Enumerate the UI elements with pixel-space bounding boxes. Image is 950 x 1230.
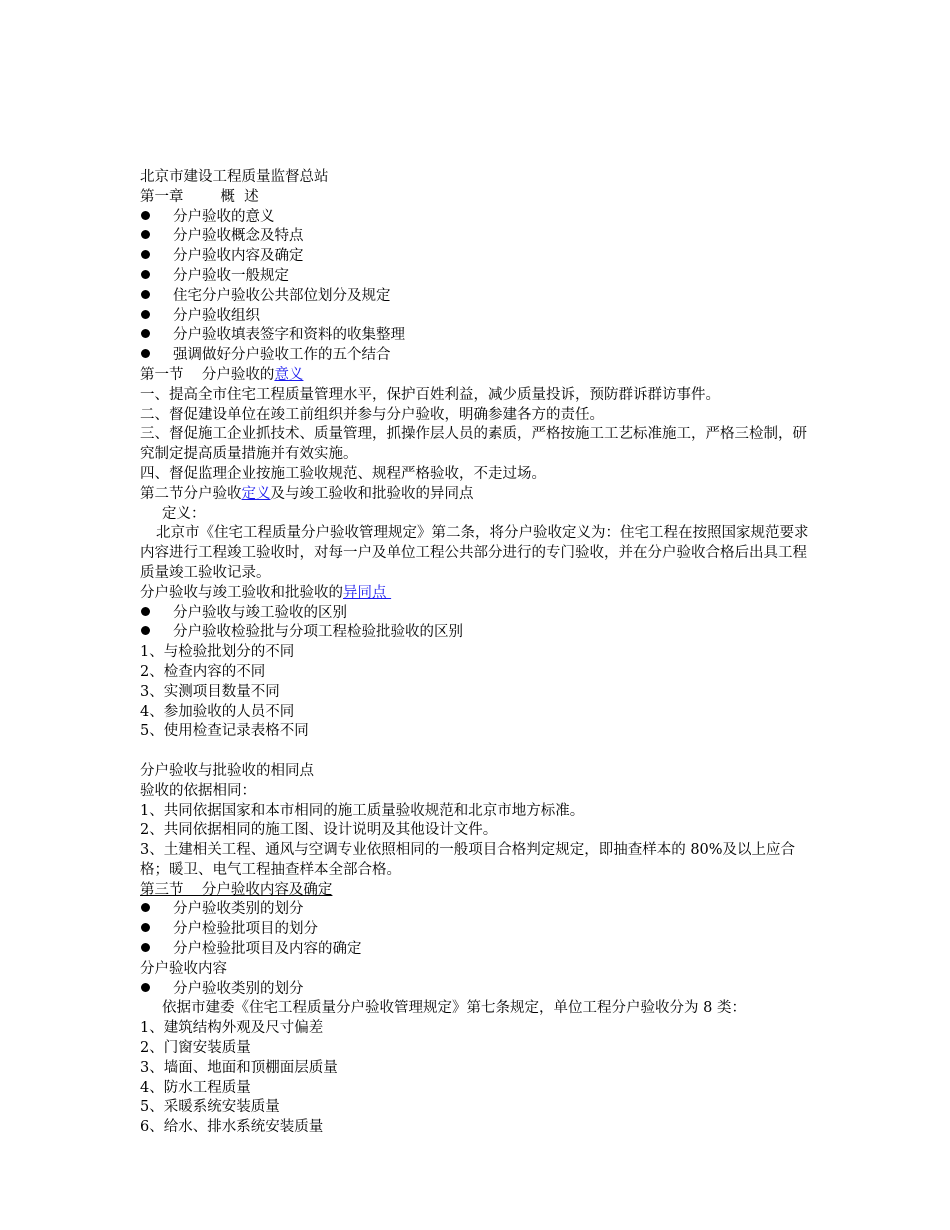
section1-point: 三、督促施工企业抓技术、质量管理，抓操作层人员的素质，严格按施工工艺标准施工，严格三检制，研究制定提高质量措施并有效实施。 [140,426,807,463]
section1-point: 四、督促监理企业按施工验收规范、规程严格验收，不走过场。 [140,465,546,482]
basis-text: 依据市建委《住宅工程质量分户验收管理规定》第七条规定，单位工程分户验收分为 8 类： [162,1000,746,1017]
compare-heading: 分户验收与竣工验收和批验收的异同点 [140,584,392,601]
bullet-dot-icon [140,346,173,366]
bullet-dot-icon [140,307,173,327]
outline-item: 分户验收的意义 [140,208,812,228]
section2-heading: 第二节分户验收定义及与竣工验收和批验收的异同点 [140,485,474,502]
section3-bullet: 分户检验批项目的划分 [140,920,812,940]
bullet-dot-icon [140,900,173,920]
difference-item: 2、检查内容的不同 [140,663,266,680]
outline-item: 分户验收一般规定 [140,267,812,287]
category-item: 4、防水工程质量 [140,1079,251,1096]
definition-text: 北京市《住宅工程质量分户验收管理规定》第二条，将分户验收定义为：住宅工程在按照国家规范要求内容进行工程竣工验收时，对每一户及单位工程公共部分进行的专门验收，并在分户验收合格后出具工程质量竣工验收记录。 [140,525,809,581]
section2-heading-link[interactable]: 定义 [241,485,271,502]
category-item: 2、门窗安装质量 [140,1040,251,1057]
bullet-dot-icon [140,267,173,287]
content-bullet: 分户验收类别的划分 [140,980,812,1000]
basis-heading: 验收的依据相同： [140,782,256,799]
chapter-heading: 第一章 概 述 [140,188,259,205]
bullet-dot-icon [140,604,173,624]
category-item: 3、墙面、地面和顶棚面层质量 [140,1059,338,1076]
difference-item: 5、使用检查记录表格不同 [140,723,309,740]
bullet-dot-icon [140,940,173,960]
org-title: 北京市建设工程质量监督总站 [140,169,329,185]
section3-heading: 第三节 分户验收内容及确定 [140,881,333,898]
category-item: 1、建筑结构外观及尺寸偏差 [140,1020,324,1037]
bullet-dot-icon [140,623,173,643]
bullet-dot-icon [140,980,173,1000]
outline-item: 分户验收内容及确定 [140,247,812,267]
bullet-dot-icon [140,920,173,940]
blank-line [140,742,812,762]
outline-item: 分户验收组织 [140,307,812,327]
section1-heading: 第一节 分户验收的意义 [140,366,304,383]
section3-bullet: 分户检验批项目及内容的确定 [140,940,812,960]
chapter-outline-list [140,208,812,366]
same-point: 2、共同依据相同的施工图、设计说明及其他设计文件。 [140,822,498,839]
bullet-dot-icon [140,208,173,228]
outline-item: 分户验收填表签字和资料的收集整理 [140,326,812,346]
same-point: 3、土建相关工程、通风与空调专业依照相同的一般项目合格判定规定，即抽查样本的 80%及以上应合格；暖卫、电气工程抽查样本全部合格。 [140,842,796,878]
section1-heading-link[interactable]: 意义 [274,366,304,383]
bullet-dot-icon [140,287,173,307]
outline-item: 强调做好分户验收工作的五个结合 [140,346,812,366]
difference-item: 3、实测项目数量不同 [140,683,280,700]
document-page [140,168,812,1138]
compare-bullet: 分户验收检验批与分项工程检验批验收的区别 [140,623,812,643]
section3-bullet: 分户验收类别的划分 [140,900,812,920]
compare-heading-link[interactable]: 异同点 [343,584,392,601]
bullet-dot-icon [140,326,173,346]
bullet-dot-icon [140,247,173,267]
outline-item: 分户验收概念及特点 [140,227,812,247]
compare-bullet: 分户验收与竣工验收的区别 [140,604,812,624]
category-item: 5、采暖系统安装质量 [140,1099,280,1116]
category-item: 6、给水、排水系统安装质量 [140,1119,324,1136]
difference-item: 4、参加验收的人员不同 [140,703,295,720]
section1-point: 二、督促建设单位在竣工前组织并参与分户验收，明确参建各方的责任。 [140,406,604,423]
section1-point: 一、提高全市住宅工程质量管理水平，保护百姓利益，减少质量投诉，预防群诉群访事件。 [140,386,720,403]
same-heading: 分户验收与批验收的相同点 [140,762,314,779]
outline-item: 住宅分户验收公共部位划分及规定 [140,287,812,307]
content-heading: 分户验收内容 [140,960,227,977]
bullet-dot-icon [140,227,173,247]
same-point: 1、共同依据国家和本市相同的施工质量验收规范和北京市地方标准。 [140,802,585,819]
difference-item: 1、与检验批划分的不同 [140,644,295,661]
definition-label: 定义： [162,505,206,522]
